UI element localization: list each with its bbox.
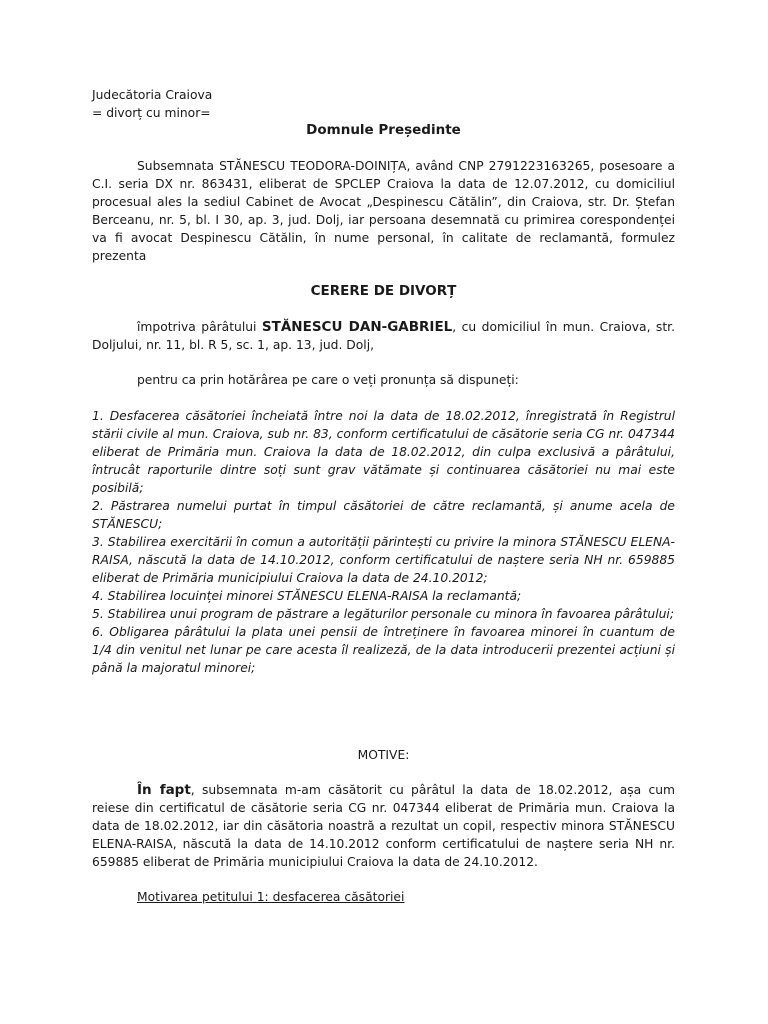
document-title: CERERE DE DIVORȚ	[310, 283, 457, 299]
case-type: = divorț cu minor=	[92, 106, 211, 120]
request-intro: pentru ca prin hotărârea pe care o veți pronunța să dispuneți:	[137, 373, 519, 387]
request-item-1: 1. Desfacerea căsătoriei încheiată între noi la data de 18.02.2012, înregistrată în Registrul stării civile al mun. Craiova, sub nr. 83, conform certificatului de căsătorie seria CG nr. 047344 eliberat de Primăria mun. Craiova la data de 18.02.2012, din culpa exclusivă a pârâtului, întrucât raporturile dintre soți sunt grav vătămate și continuarea căsătoriei nu mai este posibilă;	[92, 409, 675, 495]
defendant-paragraph	[92, 318, 675, 354]
request-item-5: 5. Stabilirea unui program de păstrare a legăturilor personale cu minora în favoarea pârâtului;	[92, 607, 674, 621]
court-name: Judecătoria Craiova	[92, 88, 213, 102]
request-item-6: 6. Obligarea pârâtului la plata unei pensii de întreținere în favoarea minorei în cuantum de 1/4 din venitul net lunar pe care acesta îl realizeză, de la data introducerii prezentei acțiuni și până la majoratul minorei;	[92, 625, 675, 675]
request-item-2: 2. Păstrarea numelui purtat în timpul căsătoriei de către reclamantă, și anume acela de STĂNESCU;	[92, 499, 675, 531]
motives-heading: MOTIVE:	[357, 748, 410, 762]
facts-text: , subsemnata m-am căsătorit cu pârâtul la data de 18.02.2012, așa cum reiese din certificatul de căsătorie seria CG nr. 047344 eliberat de Primăria mun. Craiova la data de 18.02.2012, iar din căsătoria noastră a rezultat un copil, respectiv minora STĂNESCU ELENA-RAISA, născută la data de 14.10.2012 conform certificatului de naștere seria NH nr. 659885 eliberat de Primăria municipiului Craiova la data de 24.10.2012.	[92, 783, 675, 869]
defendant-name: STĂNESCU DAN-GABRIEL	[261, 319, 453, 335]
salutation: Domnule Președinte	[306, 122, 461, 138]
requests-list	[92, 407, 675, 677]
defendant-suffix: , cu domiciliul în mun. Craiova, str. Doljului, nr. 11, bl. R 5, sc. 1, ap. 13, jud. Dolj,	[92, 320, 676, 352]
request-item-4: 4. Stabilirea locuinței minorei STĂNESCU ELENA-RAISA la reclamantă;	[92, 589, 522, 603]
defendant-prefix: împotriva pârâtului	[137, 320, 262, 334]
request-item-3: 3. Stabilirea exercitării în comun a autorității părintești cu privire la minora STĂNESCU ELENA-RAISA, născută la data de 14.10.2012, conform certificatului de naștere seria NH nr. 659885 eliberat de Primăria municipiului Craiova la data de 24.10.2012;	[92, 535, 675, 585]
facts-paragraph	[92, 781, 675, 871]
intro-paragraph: Subsemnata STĂNESCU TEODORA-DOINIȚA, având CNP 2791223163265, posesoare a C.I. seria DX nr. 863431, eliberat de SPCLEP Craiova la data de 12.07.2012, cu domiciliul procesual ales la sediul Cabinet de Avocat „Despinescu Cătălin”, din Craiova, str. Dr. Ștefan Berceanu, nr. 5, bl. I 30, ap. 3, jud. Dolj, iar persoana desemnată cu primirea corespondenței va fi avocat Despinescu Cătălin, în nume personal, în calitate de reclamantă, formulez prezenta	[92, 159, 675, 263]
motive-subheading-text: Motivarea petitului 1: desfacerea căsătoriei	[137, 890, 405, 904]
facts-lead: În fapt	[137, 782, 191, 798]
motive-subheading	[92, 888, 675, 906]
